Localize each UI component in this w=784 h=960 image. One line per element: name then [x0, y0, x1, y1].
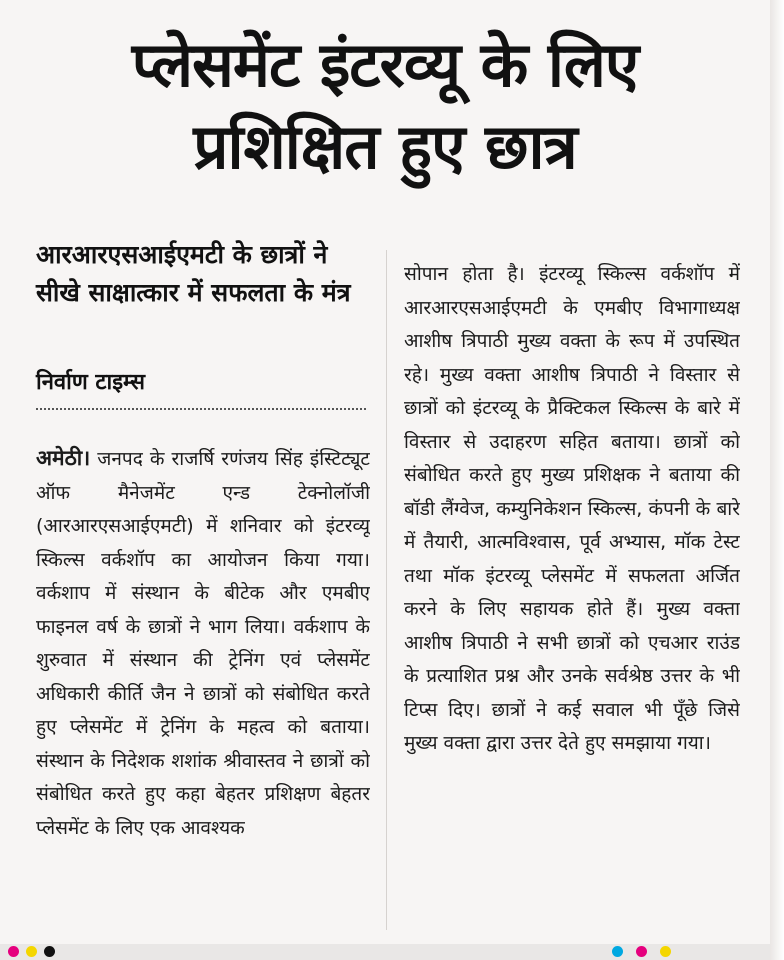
headline — [20, 24, 750, 188]
registration-mark-cyan — [612, 946, 623, 957]
page-edge — [770, 0, 784, 960]
article-text-right: सोपान होता है। इंटरव्यू स्किल्स वर्कशॉप में आरआरएसआईएमटी के एमबीए विभागाध्यक्ष आशीष त्रिपाठी मुख्य वक्ता के रूप में उपस्थित रहे। मुख्य वक्ता आशीष त्रिपाठी ने विस्तार से छात्रों को इंटरव्यू के प्रैक्टिकल स्किल्स के बारे में विस्तार से उदाहरण सहित बताया। छात्रों को संबोधित करते हुए मुख्य प्रशिक्षक ने बताया की बॉडी लैंग्वेज, कम्युनिकेशन स्किल्स, कंपनी के बारे में तैयारी, आत्मविश्वास, पूर्व अभ्यास, मॉक टेस्ट तथा मॉक इंटरव्यू प्लेसमेंट में सफलता अर्जित करने के लिए सहायक होते हैं। मुख्य वक्ता आशीष त्रिपाठी ने सभी छात्रों को एचआर राउंड के प्रत्याशित प्रश्न और उनके सर्वश्रेष्ठ उत्तर के भी टिप्स दिए। छात्रों ने कई सवाल भी पूँछे जिसे मुख्य वक्ता द्वारा उत्तर देते हुए समझाया गया। — [404, 263, 740, 754]
registration-mark-black — [44, 946, 55, 957]
registration-mark-yellow-right — [660, 946, 671, 957]
byline: निर्वाण टाइम्स — [36, 370, 146, 395]
headline-line-2: प्रशिक्षित हुए छात्र — [193, 110, 577, 183]
registration-mark-magenta — [8, 946, 19, 957]
subheadline: आरआरएसआईएमटी के छात्रों ने सीखे साक्षात्कार में सफलता के मंत्र — [36, 240, 351, 307]
column-rule — [386, 250, 387, 930]
registration-mark-yellow — [26, 946, 37, 957]
dateline: अमेठी। — [36, 446, 91, 470]
headline-line-1: प्लेसमेंट इंटरव्यू के लिए — [131, 28, 639, 101]
article-column-right — [404, 258, 740, 934]
article-column-left — [36, 442, 370, 932]
byline-divider — [36, 408, 366, 410]
article-text-left: जनपद के राजर्षि रणंजय सिंह इंस्टिट्यूट ऑफ मैनेजमेंट एन्ड टेक्नोलॉजी (आरआरएसआईएमटी) में शनिवार को इंटरव्यू स्किल्स वर्कशॉप का आयोजन किया गया। वर्कशाप में संस्थान के बीटेक और एमबीए फाइनल वर्ष के छात्रों ने भाग लिया। वर्कशाप के शुरुवात में संस्थान की ट्रेनिंग एवं प्लेसमेंट अधिकारी कीर्ति जैन ने छात्रों को संबोधित करते हुए प्लेसमेंट में ट्रेनिंग के महत्व को बताया। संस्थान के निदेशक शशांक श्रीवास्तव ने छात्रों को संबोधित करते हुए कहा बेहतर प्रशिक्षण बेहतर प्लेसमेंट के लिए एक आवश्यक — [36, 448, 370, 839]
registration-mark-magenta-right — [636, 946, 647, 957]
print-margin-strip — [0, 944, 770, 960]
